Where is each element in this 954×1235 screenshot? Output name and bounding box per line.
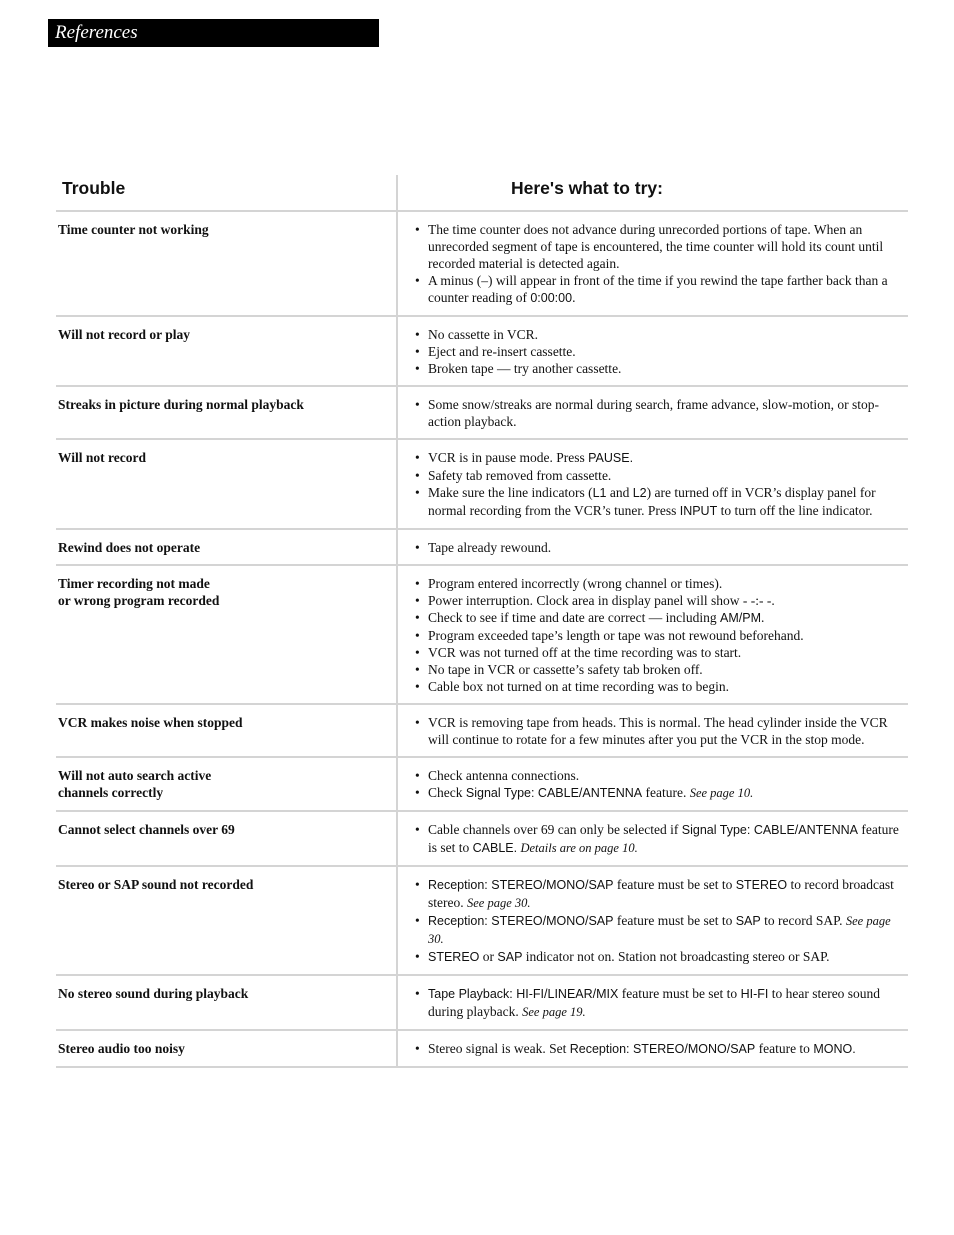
solution-text: Check	[428, 785, 466, 800]
solution-item	[415, 767, 908, 784]
solution-list	[415, 326, 908, 377]
control-name: SAP	[735, 914, 761, 928]
trouble-column-header: Trouble	[62, 178, 126, 198]
control-name: Signal Type: CABLE/ANTENNA	[681, 823, 859, 837]
solution-text: to hear stereo sound during playback.	[428, 986, 881, 1019]
solution-text: VCR is removing tape from heads. This is normal. The head cylinder inside the VCR will continue to rotate for a few minutes after you put the VCR in the stop mode.	[428, 715, 888, 747]
control-name: L1	[592, 486, 607, 500]
solution-item	[415, 396, 908, 430]
solution-text: feature is set to	[428, 822, 899, 855]
control-name: STEREO	[735, 878, 788, 892]
solution-item	[415, 360, 908, 377]
control-name: STEREO	[428, 950, 480, 964]
solution-text: Program entered incorrectly (wrong channel or times).	[428, 576, 723, 591]
solution-list	[415, 1040, 908, 1058]
trouble-text: Will not auto search active	[58, 768, 212, 783]
control-name: SAP	[497, 950, 523, 964]
trouble-text: or wrong program recorded	[58, 593, 220, 608]
solution-text: VCR was not turned off at the time recording was to start.	[428, 645, 742, 660]
table-row	[56, 1029, 908, 1066]
table-row	[56, 756, 908, 810]
solution-item	[415, 592, 908, 609]
trouble-text: No stereo sound during playback	[58, 986, 249, 1001]
solution-cell	[396, 1031, 908, 1066]
solution-item	[415, 609, 908, 627]
solution-text: or	[479, 949, 498, 964]
solution-cell	[396, 758, 908, 810]
table-row	[56, 564, 908, 703]
solution-item	[415, 449, 908, 467]
solution-text: Cable channels over 69 can only be selected if	[428, 822, 682, 837]
solution-text: Safety tab removed from cassette.	[428, 468, 612, 483]
solution-cell	[396, 867, 908, 974]
solution-text: Power interruption. Clock area in display panel will show - -:- -.	[428, 593, 775, 608]
solution-text: to turn off the line indicator.	[717, 503, 873, 518]
solution-item	[415, 467, 908, 484]
page-reference: See page 19.	[522, 1005, 586, 1019]
trouble-text: Cannot select channels over 69	[58, 822, 235, 837]
solution-text: No tape in VCR or cassette’s safety tab broken off.	[428, 662, 703, 677]
table-header	[56, 172, 908, 210]
trouble-text: Timer recording not made	[58, 576, 210, 591]
solution-item	[415, 627, 908, 644]
control-name: Reception: STEREO/MONO/SAP	[569, 1042, 756, 1056]
solution-list	[415, 449, 908, 520]
solution-item	[415, 661, 908, 678]
table-row	[56, 810, 908, 865]
trouble-cell	[56, 976, 396, 1029]
solution-text: Check antenna connections.	[428, 768, 580, 783]
trouble-text: channels correctly	[58, 785, 164, 800]
section-title: References	[55, 22, 138, 43]
solution-text: .	[572, 290, 576, 305]
table-row	[56, 210, 908, 315]
solution-item	[415, 985, 908, 1021]
solution-text: Cable box not turned on at time recording was to begin.	[428, 679, 730, 694]
solution-item	[415, 539, 908, 556]
table-row	[56, 974, 908, 1029]
table-row	[56, 438, 908, 528]
trouble-text: Will not record or play	[58, 327, 191, 342]
control-name: Tape Playback: HI-FI/LINEAR/MIX	[428, 987, 619, 1001]
solution-text: to record broadcast stereo.	[428, 877, 894, 910]
solution-cell	[396, 440, 908, 528]
solution-cell	[396, 387, 908, 438]
solution-text: The time counter does not advance during unrecorded portions of tape. When an unrecorded segment of tape is encountered, the time counter will hold its count until recorded material is detected again.	[428, 222, 884, 271]
trouble-cell	[56, 440, 396, 528]
control-name: Reception: STEREO/MONO/SAP	[428, 914, 614, 928]
solution-item	[415, 343, 908, 360]
solution-item	[415, 484, 908, 520]
trouble-text: Rewind does not operate	[58, 540, 201, 555]
solution-text: Stereo signal is weak. Set	[428, 1041, 570, 1056]
solution-item	[415, 1040, 908, 1058]
control-name: INPUT	[679, 504, 718, 518]
table-row	[56, 865, 908, 974]
solution-list	[415, 985, 908, 1021]
control-name: L2	[632, 486, 647, 500]
trouble-text: Will not record	[58, 450, 146, 465]
solution-list	[415, 539, 908, 556]
control-name: AM/PM	[720, 611, 761, 625]
solution-list	[415, 575, 908, 695]
solution-text: Program exceeded tape’s length or tape was not rewound beforehand.	[428, 628, 804, 643]
trouble-text: Time counter not working	[58, 222, 209, 237]
solution-item	[415, 575, 908, 592]
control-name: PAUSE.	[588, 451, 634, 465]
solution-list	[415, 221, 908, 307]
solution-text: Tape already rewound.	[428, 540, 552, 555]
control-name: HI-FI	[740, 987, 769, 1001]
trouble-text: VCR makes noise when stopped	[58, 715, 243, 730]
trouble-cell	[56, 212, 396, 315]
solution-text: .	[761, 610, 765, 625]
trouble-cell	[56, 758, 396, 810]
solution-text: Eject and re-insert cassette.	[428, 344, 576, 359]
solution-cell	[396, 530, 908, 564]
solution-item	[415, 221, 908, 272]
page-reference: See page 30.	[466, 896, 531, 910]
control-name: CABLE.	[472, 841, 518, 855]
solution-text: Check to see if time and date are correct — including	[428, 610, 721, 625]
try-column-header: Here's what to try:	[511, 178, 663, 198]
solution-text: feature must be set to	[613, 913, 736, 928]
column-divider	[396, 175, 398, 1068]
solution-text: feature to	[755, 1041, 814, 1056]
trouble-cell	[56, 812, 396, 865]
solution-item	[415, 784, 908, 802]
solution-text: VCR is in pause mode. Press	[428, 450, 589, 465]
solution-list	[415, 714, 908, 748]
solution-item	[415, 644, 908, 661]
solution-item	[415, 714, 908, 748]
trouble-text: Stereo or SAP sound not recorded	[58, 877, 254, 892]
solution-cell	[396, 317, 908, 385]
solution-cell	[396, 212, 908, 315]
solution-text: feature must be set to	[613, 877, 736, 892]
solution-text: No cassette in VCR.	[428, 327, 538, 342]
trouble-cell	[56, 387, 396, 438]
solution-item	[415, 876, 908, 912]
solution-text: Make sure the line indicators (	[428, 485, 593, 500]
solution-cell	[396, 812, 908, 865]
trouble-text: Streaks in picture during normal playback	[58, 397, 304, 412]
control-name: MONO.	[813, 1042, 856, 1056]
solution-text: ) are turned off in VCR’s display panel for normal recording from the VCR’s tuner. Press	[428, 485, 876, 518]
table-row	[56, 315, 908, 385]
page-reference: See page 10.	[689, 786, 754, 800]
solution-list	[415, 876, 908, 966]
trouble-cell	[56, 317, 396, 385]
page-reference: See page 30.	[428, 914, 891, 946]
trouble-cell	[56, 566, 396, 703]
trouble-text: Stereo audio too noisy	[58, 1041, 185, 1056]
trouble-cell	[56, 1031, 396, 1066]
solution-item	[415, 326, 908, 343]
solution-text: indicator not on. Station not broadcasting stereo or SAP.	[522, 949, 830, 964]
solution-cell	[396, 705, 908, 756]
page-reference: Details are on page 10.	[520, 841, 638, 855]
solution-item	[415, 678, 908, 695]
solution-list	[415, 821, 908, 857]
section-header	[48, 19, 379, 47]
table-row	[56, 703, 908, 756]
control-name: Reception: STEREO/MONO/SAP	[428, 878, 614, 892]
solution-text: feature.	[642, 785, 690, 800]
table-body	[56, 210, 908, 1066]
solution-text: Broken tape — try another cassette.	[428, 361, 622, 376]
solution-text: to record SAP.	[760, 913, 846, 928]
solution-cell	[396, 566, 908, 703]
troubleshooting-table	[56, 172, 908, 1068]
table-bottom-rule	[56, 1066, 908, 1068]
solution-text: Some snow/streaks are normal during search, frame advance, slow-motion, or stop-action playback.	[428, 397, 879, 429]
solution-item	[415, 948, 908, 966]
solution-text: feature must be set to	[618, 986, 741, 1001]
solution-list	[415, 396, 908, 430]
control-name: Signal Type: CABLE/ANTENNA	[465, 786, 643, 800]
solution-cell	[396, 976, 908, 1029]
trouble-cell	[56, 530, 396, 564]
table-row	[56, 385, 908, 438]
table-row	[56, 528, 908, 564]
solution-item	[415, 821, 908, 857]
solution-item	[415, 272, 908, 307]
control-name: 0:00:00	[530, 291, 573, 305]
trouble-cell	[56, 705, 396, 756]
solution-list	[415, 767, 908, 802]
solution-text: A minus (–) will appear in front of the time if you rewind the tape farther back than a counter reading of	[428, 273, 888, 305]
trouble-cell	[56, 867, 396, 974]
solution-text: and	[606, 485, 633, 500]
solution-item	[415, 912, 908, 948]
